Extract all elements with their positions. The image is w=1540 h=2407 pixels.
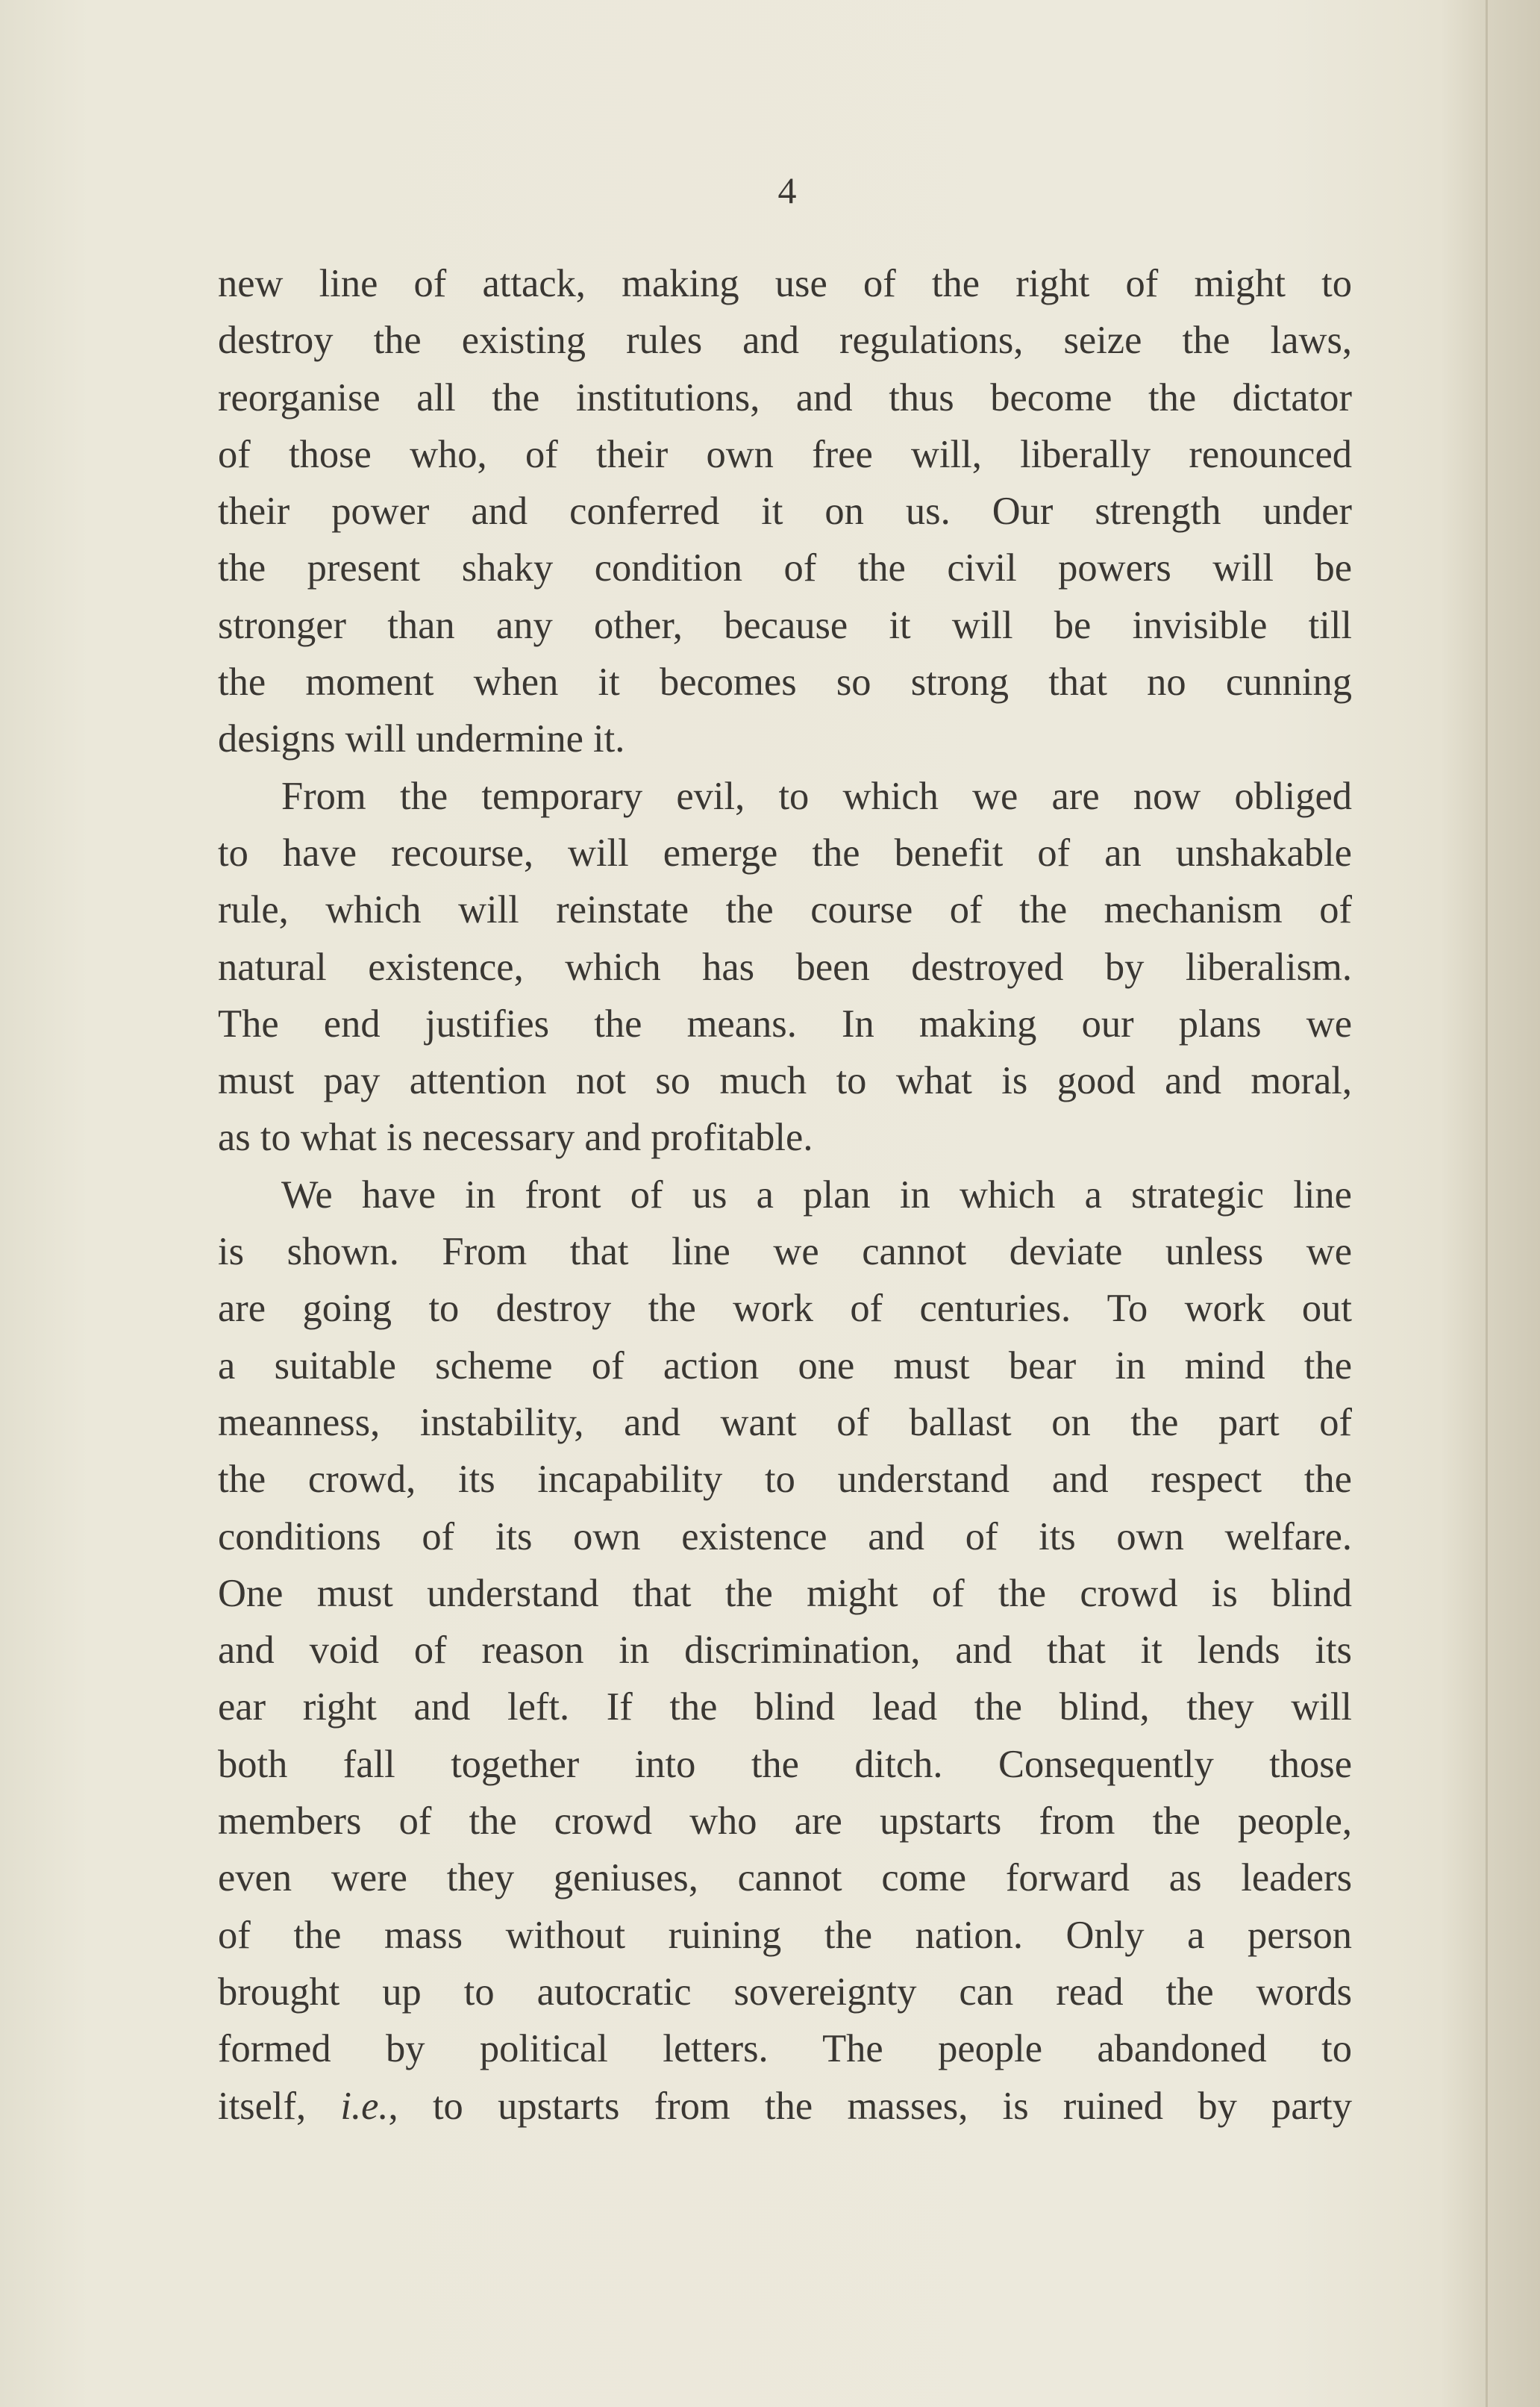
text-line: ear right and left. If the blind lead the blind, they will [218,1685,1352,1729]
paragraph-3 [218,1167,1352,2135]
text-line: destroy the existing rules and regulations, seize the laws, [218,319,1352,363]
text-line: The end justifies the means. In making our plans we [218,1002,1352,1046]
text-line: of those who, of their own free will, liberally renounced [218,432,1352,476]
text-line: even were they geniuses, cannot come forward as leaders [218,1856,1352,1900]
text-line: natural existence, which has been destroyed by liberalism. [218,945,1352,989]
text-line: formed by political letters. The people abandoned to [218,2027,1352,2071]
text-run: itself, [218,2084,341,2128]
body-text [218,255,1352,2135]
text-line: members of the crowd who are upstarts from the people, [218,1799,1352,1844]
page-number: 4 [777,169,797,211]
text-run: , to upstarts from the masses, is ruined by party [388,2084,1352,2128]
text-line-final [218,2078,1352,2135]
text-line: One must understand that the might of the crowd is blind [218,1571,1352,1615]
text-line: both fall together into the ditch. Consequently those [218,1742,1352,1786]
text-line: From the temporary evil, to which we are now obliged [281,774,1352,818]
text-line: of the mass without ruining the nation. Only a person [218,1913,1352,1957]
text-line: brought up to autocratic sovereignty can read the words [218,1970,1352,2014]
text-line: designs will undermine it. [218,717,625,761]
text-line: stronger than any other, because it will be invisible till [218,603,1352,647]
text-line: We have in front of us a plan in which a strategic line [281,1173,1352,1217]
text-line: a suitable scheme of action one must bear in mind the [218,1343,1352,1387]
text-line: their power and conferred it on us. Our strength under [218,490,1352,534]
text-line: the present shaky condition of the civil powers will be [218,546,1352,590]
page-edge-shadow [1486,0,1488,2407]
text-line: rule, which will reinstate the course of the mechanism of [218,888,1352,932]
italic-abbreviation: i.e. [340,2084,389,2128]
paragraph-1 [218,255,1352,768]
text-line: is shown. From that line we cannot deviate unless we [218,1230,1352,1274]
text-line: meanness, instability, and want of ballast on the part of [218,1400,1352,1444]
text-line: and void of reason in discrimination, and that it lends its [218,1629,1352,1673]
text-line: as to what is necessary and profitable. [218,1116,813,1160]
text-line: reorganise all the institutions, and thus become the dictator [218,375,1352,419]
text-line: must pay attention not so much to what is good and moral, [218,1059,1352,1103]
text-line: are going to destroy the work of centuries. To work out [218,1287,1352,1331]
paragraph-2 [218,768,1352,1167]
text-line: to have recourse, will emerge the benefit of an unshakable [218,831,1352,875]
text-line: new line of attack, making use of the right of might to [218,262,1352,305]
text-line: conditions of its own existence and of its own welfare. [218,1514,1352,1558]
text-line: the crowd, its incapability to understand and respect the [218,1458,1352,1502]
text-line: the moment when it becomes so strong that no cunning [218,661,1352,705]
